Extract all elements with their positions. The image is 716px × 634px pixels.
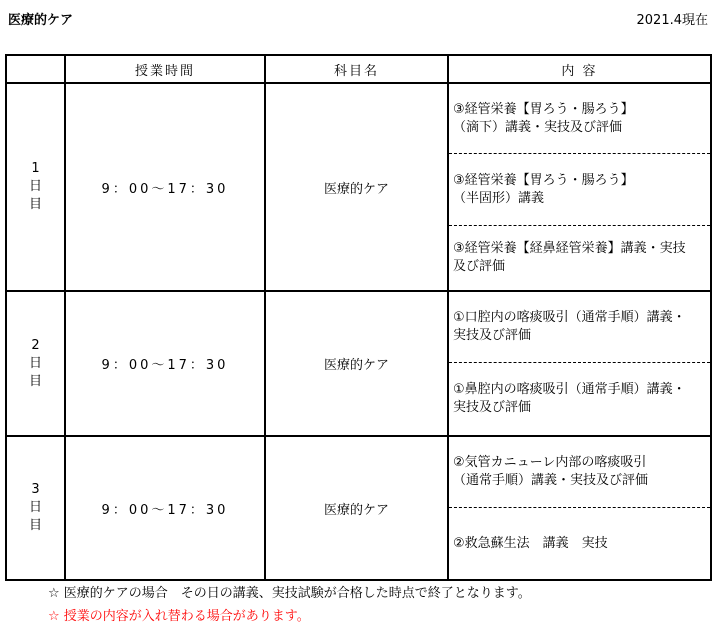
schedule-table [5, 54, 712, 581]
content-item: ②気管カニューレ内部の喀痰吸引 （通常手順）講義・実技及び評価 [449, 437, 710, 508]
header-content: 内 容 [448, 55, 711, 83]
subject-name: 医療的ケア [265, 436, 448, 580]
table-row-day1 [6, 83, 711, 291]
content-item: ①口腔内の喀痰吸引（通常手順）講義・ 実技及び評価 [449, 292, 710, 363]
content-cell [448, 291, 711, 436]
day-label: 2 日 目 [6, 291, 65, 436]
content-item: ②救急蘇生法 講義 実技 [453, 535, 608, 551]
header-subject: 科目名 [265, 55, 448, 83]
as-of-date: 2021.4現在 [636, 13, 708, 28]
subject-name: 医療的ケア [265, 291, 448, 436]
subject-name: 医療的ケア [265, 83, 448, 291]
table-row-day2 [6, 291, 711, 436]
header-day [6, 55, 65, 83]
table-header-row [6, 55, 711, 83]
class-time: 9：00～17：30 [65, 291, 265, 436]
class-time: 9：00～17：30 [65, 436, 265, 580]
content-item: ③経管栄養【胃ろう・腸ろう】 （半固形）講義 [449, 154, 710, 226]
header-time: 授業時間 [65, 55, 265, 83]
content-item: ③経管栄養【胃ろう・腸ろう】 （滴下）講義・実技及び評価 [449, 84, 710, 154]
content-cell [448, 83, 711, 291]
content-item: ③経管栄養【経鼻経管栄養】講義・実技 及び評価 [453, 241, 686, 274]
day-label: 3 日 目 [6, 436, 65, 580]
content-item: ①鼻腔内の喀痰吸引（通常手順）講義・ 実技及び評価 [453, 382, 686, 415]
table-row-day3 [6, 436, 711, 580]
page-title: 医療的ケア [8, 13, 74, 28]
note-content-change: ☆ 授業の内容が入れ替わる場合があります。 [48, 609, 310, 624]
class-time: 9：00～17：30 [65, 83, 265, 291]
content-cell [448, 436, 711, 580]
day-label: 1 日 目 [6, 83, 65, 291]
note-completion: ☆ 医療的ケアの場合 その日の講義、実技試験が合格した時点で終了となります。 [48, 586, 531, 601]
